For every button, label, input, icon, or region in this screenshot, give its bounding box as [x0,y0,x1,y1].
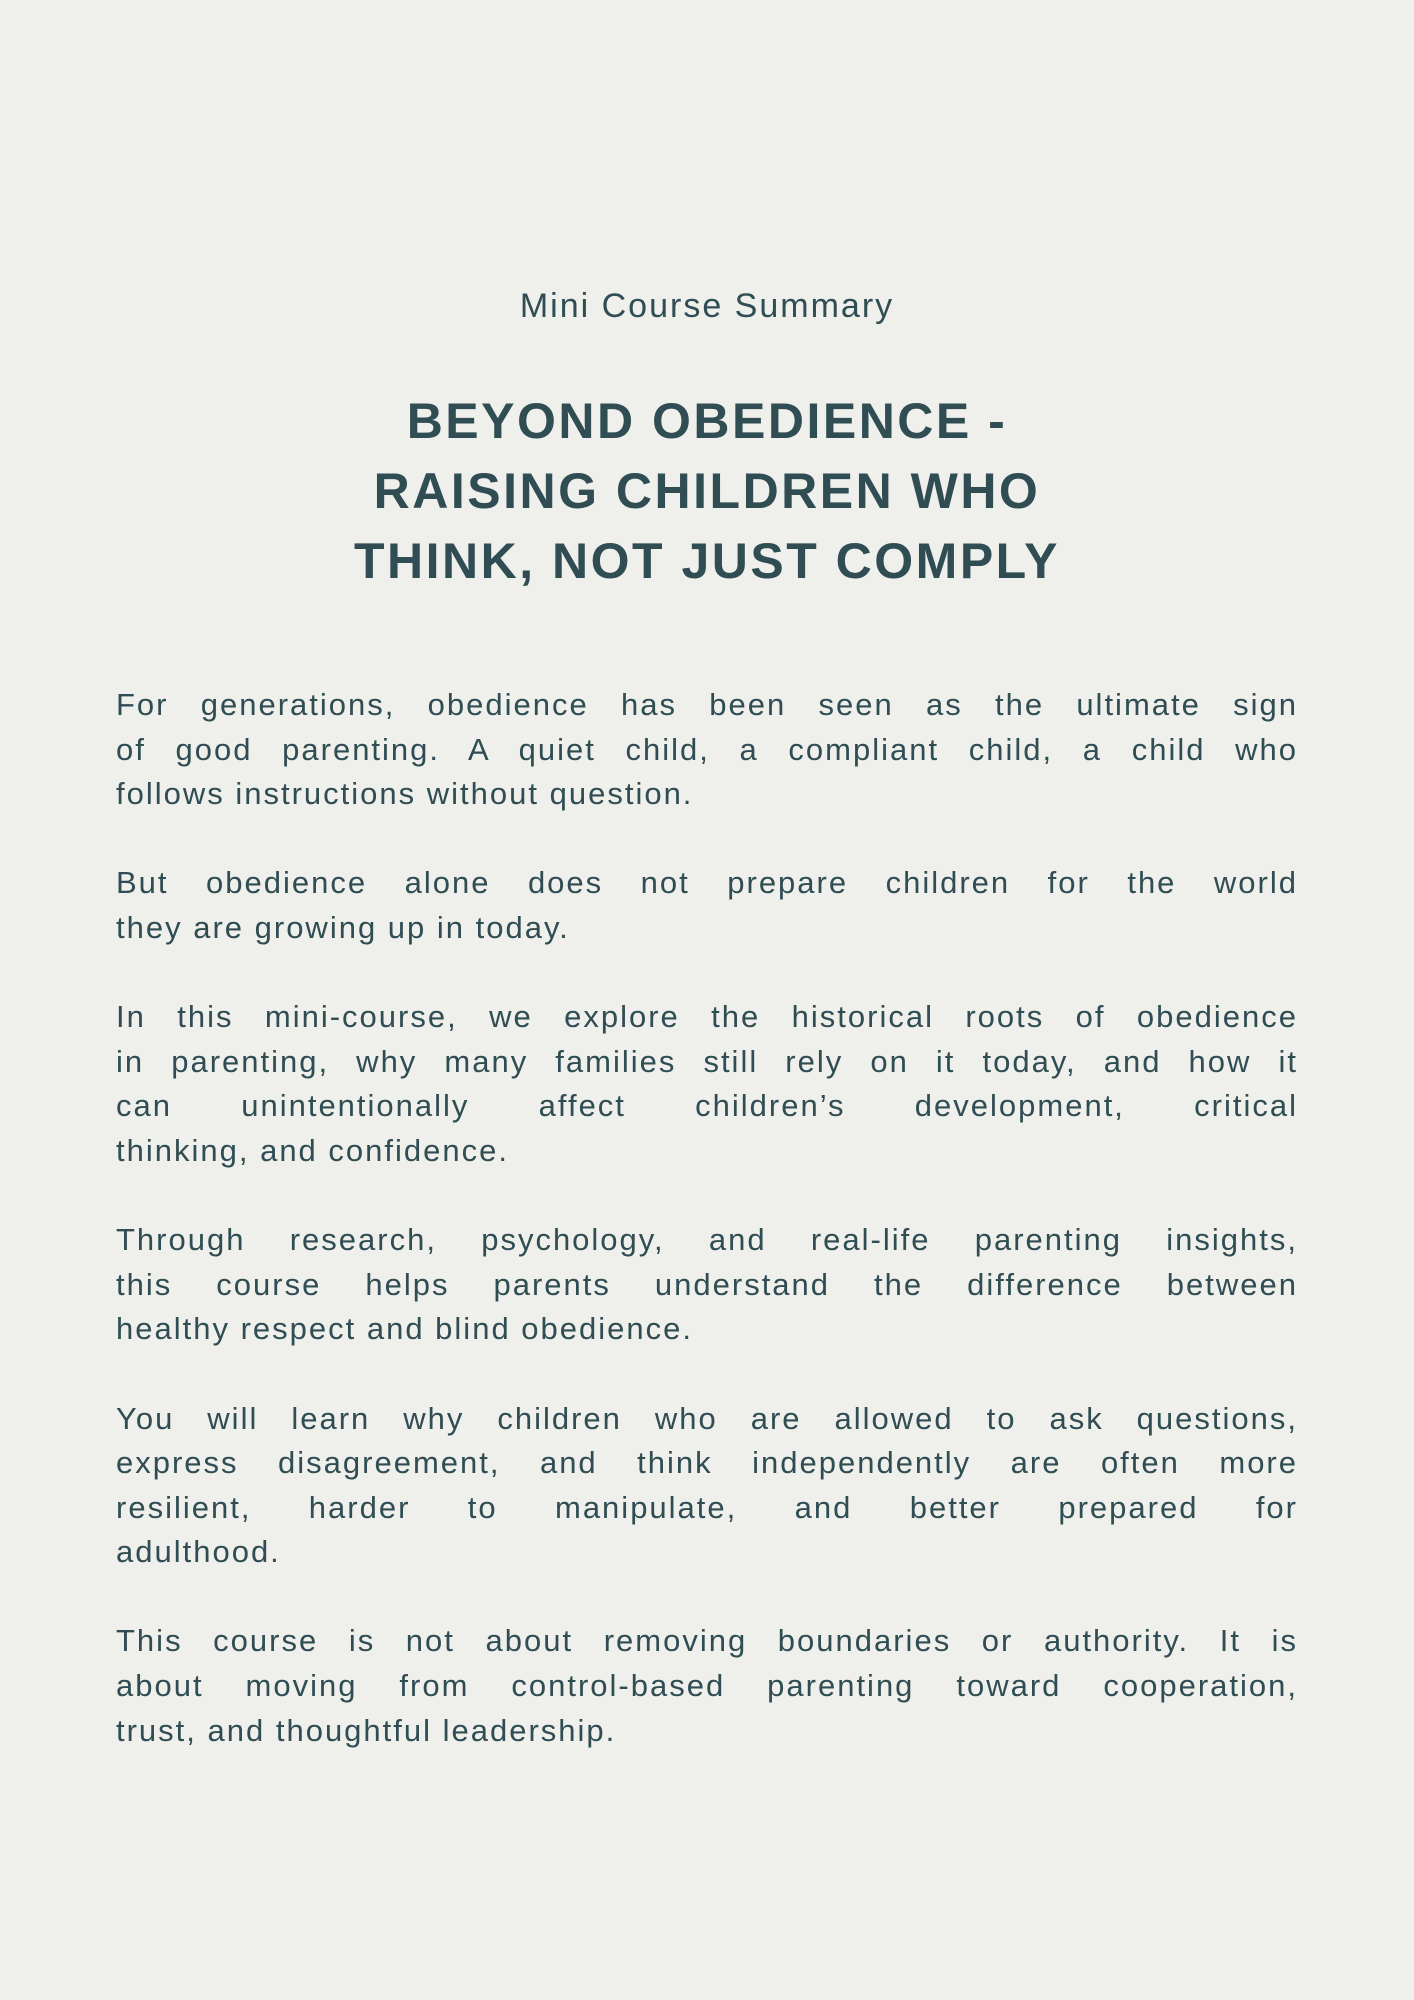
summary-paragraph [116,861,1298,950]
title-line: RAISING CHILDREN WHO [373,463,1041,519]
paragraph-line: follows instructions without question. [116,776,694,812]
paragraph-line: adulthood. [116,1534,281,1570]
summary-paragraph [116,683,1298,817]
title-line: BEYOND OBEDIENCE - [406,393,1008,449]
paragraph-line: But obedience alone does not prepare children for the world [116,865,1298,901]
paragraph-line: This course is not about removing boundaries or authority. It is [116,1623,1298,1659]
paragraph-line: healthy respect and blind obedience. [116,1311,693,1347]
paragraph-line: trust, and thoughtful leadership. [116,1712,617,1748]
paragraph-line: they are growing up in today. [116,909,570,945]
page-title [0,386,1414,596]
paragraph-line: resilient, harder to manipulate, and better prepared for [116,1489,1298,1525]
summary-paragraph [116,1619,1298,1753]
paragraph-line: For generations, obedience has been seen as the ultimate sign [116,687,1298,722]
paragraph-line: In this mini-course, we explore the historical roots of obedience [116,999,1298,1035]
paragraph-line: You will learn why children who are allowed to ask questions, [116,1400,1298,1436]
paragraph-line: this course helps parents understand the difference between [116,1266,1298,1302]
title-line: THINK, NOT JUST COMPLY [354,533,1060,589]
summary-body [116,683,1298,1798]
paragraph-line: in parenting, why many families still rely on it today, and how it [116,1043,1298,1079]
paragraph-line: can unintentionally affect children’s development, critical [116,1088,1298,1124]
summary-paragraph [116,1218,1298,1352]
paragraph-line: about moving from control-based parenting toward cooperation, [116,1668,1298,1704]
paragraph-line: thinking, and confidence. [116,1132,509,1168]
summary-paragraph [116,995,1298,1173]
paragraph-line: express disagreement, and think independently are often more [116,1445,1298,1481]
page-subtitle: Mini Course Summary [519,287,895,325]
paragraph-line: Through research, psychology, and real-life parenting insights, [116,1222,1298,1258]
paragraph-line: of good parenting. A quiet child, a compliant child, a child who [116,731,1298,767]
summary-paragraph [116,1397,1298,1575]
